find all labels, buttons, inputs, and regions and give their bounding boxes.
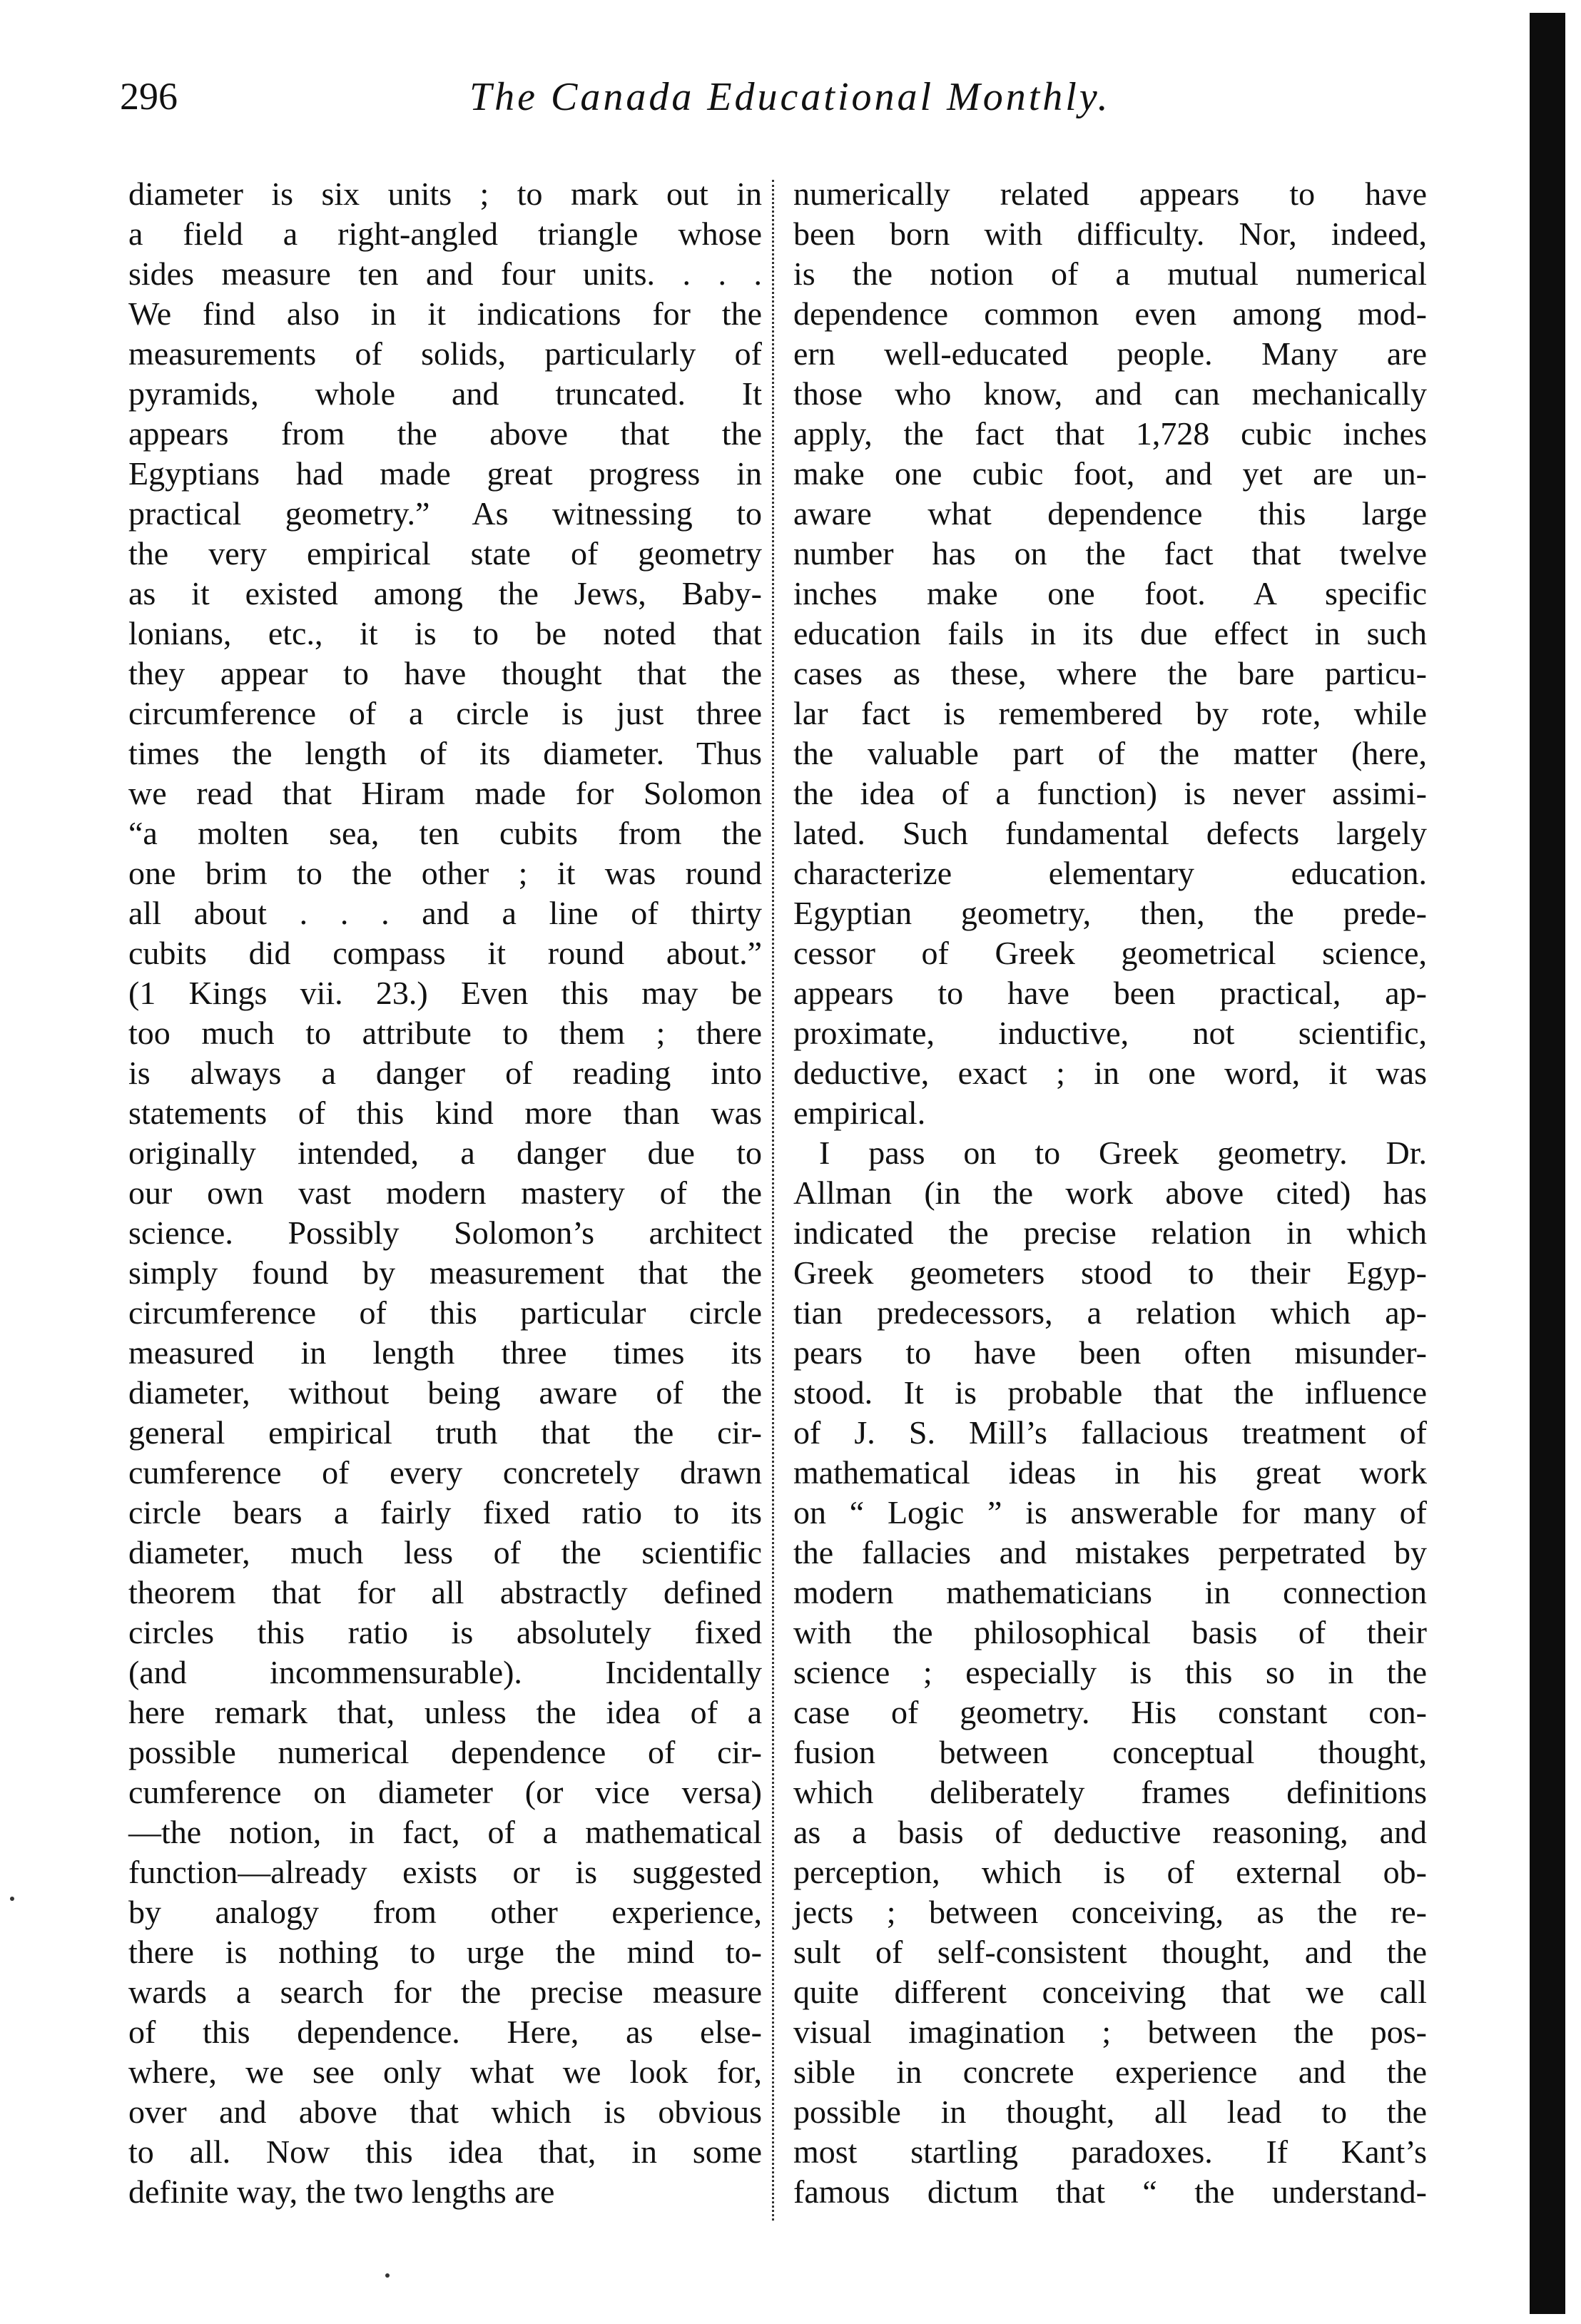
text-line: deductive, exact ; in one word, it was bbox=[793, 1055, 1427, 1091]
text-line: empirical. bbox=[793, 1095, 926, 1131]
text-line: measurements of solids, particularly of bbox=[128, 335, 762, 372]
text-line: diameter, much less of the scientific bbox=[128, 1534, 762, 1571]
text-line: “a molten sea, ten cubits from the bbox=[128, 815, 762, 851]
text-line: quite different conceiving that we call bbox=[793, 1974, 1427, 2010]
text-line: most startling paradoxes. If Kant’s bbox=[793, 2133, 1427, 2170]
text-line: I pass on to Greek geometry. Dr. bbox=[819, 1135, 1427, 1171]
page-header bbox=[120, 74, 1454, 131]
text-line: numerically related appears to have bbox=[793, 176, 1427, 212]
text-line: is always a danger of reading into bbox=[128, 1055, 762, 1091]
text-line: lonians, etc., it is to be noted that bbox=[128, 615, 762, 651]
text-line: indicated the precise relation in which bbox=[793, 1214, 1427, 1251]
text-line: circumference of this particular circle bbox=[128, 1294, 762, 1331]
text-line: cubits did compass it round about.” bbox=[128, 935, 762, 971]
text-line: those who know, and can mechanically bbox=[793, 375, 1427, 412]
text-line: fusion between conceptual thought, bbox=[793, 1734, 1427, 1770]
text-line: all about . . . and a line of thirty bbox=[128, 895, 762, 931]
text-line: function—already exists or is suggested bbox=[128, 1854, 762, 1890]
text-line: the very empirical state of geometry bbox=[128, 535, 762, 572]
page-edge-shadow bbox=[1530, 13, 1565, 2314]
text-line: aware what dependence this large bbox=[793, 495, 1427, 532]
page-number: 296 bbox=[120, 75, 178, 118]
text-line: appears from the above that the bbox=[128, 415, 762, 452]
text-line: here remark that, unless the idea of a bbox=[128, 1694, 762, 1730]
text-line: the valuable part of the matter (here, bbox=[793, 735, 1427, 771]
text-line: pears to have been often misunder- bbox=[793, 1334, 1427, 1371]
left-column bbox=[128, 174, 762, 2212]
text-line: times the length of its diameter. Thus bbox=[128, 735, 762, 771]
text-line: Allman (in the work above cited) has bbox=[793, 1174, 1427, 1211]
text-line: science ; especially is this so in the bbox=[793, 1654, 1427, 1690]
text-line: which deliberately frames definitions bbox=[793, 1774, 1427, 1810]
text-line: is the notion of a mutual numerical bbox=[793, 255, 1427, 292]
text-line: they appear to have thought that the bbox=[128, 655, 762, 691]
text-line: by analogy from other experience, bbox=[128, 1894, 762, 1930]
text-line: sides measure ten and four units. . . . bbox=[128, 255, 762, 292]
text-line: theorem that for all abstractly defined bbox=[128, 1574, 762, 1610]
text-line: —the notion, in fact, of a mathematical bbox=[128, 1814, 762, 1850]
text-line: perception, which is of external ob- bbox=[793, 1854, 1427, 1890]
text-line: lated. Such fundamental defects largely bbox=[793, 815, 1427, 851]
text-line: pyramids, whole and truncated. It bbox=[128, 375, 762, 412]
text-line: circle bears a fairly fixed ratio to its bbox=[128, 1494, 762, 1531]
text-line: tian predecessors, a relation which ap- bbox=[793, 1294, 1427, 1331]
text-line: appears to have been practical, ap- bbox=[793, 975, 1427, 1011]
right-column bbox=[793, 174, 1427, 2212]
text-line: characterize elementary education. bbox=[793, 855, 1427, 891]
text-line: the idea of a function) is never assimi- bbox=[793, 775, 1427, 811]
text-line: there is nothing to urge the mind to- bbox=[128, 1934, 762, 1970]
text-line: been born with difficulty. Nor, indeed, bbox=[793, 215, 1427, 252]
text-line: we read that Hiram made for Solomon bbox=[128, 775, 762, 811]
text-line: statements of this kind more than was bbox=[128, 1095, 762, 1131]
text-line: famous dictum that “ the understand- bbox=[793, 2173, 1427, 2210]
text-line: as it existed among the Jews, Baby- bbox=[128, 575, 762, 612]
text-line: education fails in its due effect in such bbox=[793, 615, 1427, 651]
text-line: where, we see only what we look for, bbox=[128, 2054, 762, 2090]
text-line: over and above that which is obvious bbox=[128, 2094, 762, 2130]
running-title: The Canada Educational Monthly. bbox=[469, 75, 1111, 119]
text-line: to all. Now this idea that, in some bbox=[128, 2133, 762, 2170]
column-divider bbox=[772, 180, 774, 2221]
text-line: We find also in it indications for the bbox=[128, 295, 762, 332]
text-line: cessor of Greek geometrical science, bbox=[793, 935, 1427, 971]
text-line: general empirical truth that the cir- bbox=[128, 1414, 762, 1451]
text-line: sible in concrete experience and the bbox=[793, 2054, 1427, 2090]
text-line: of J. S. Mill’s fallacious treatment of bbox=[793, 1414, 1427, 1451]
text-line: cumference of every concretely drawn bbox=[128, 1454, 762, 1491]
text-line: science. Possibly Solomon’s architect bbox=[128, 1214, 762, 1251]
text-line: mathematical ideas in his great work bbox=[793, 1454, 1427, 1491]
text-line: Egyptian geometry, then, the prede- bbox=[793, 895, 1427, 931]
text-line: stood. It is probable that the influence bbox=[793, 1374, 1427, 1411]
text-line: lar fact is remembered by rote, while bbox=[793, 695, 1427, 731]
text-line: (and incommensurable). Incidentally bbox=[128, 1654, 762, 1690]
text-line: circumference of a circle is just three bbox=[128, 695, 762, 731]
text-line: visual imagination ; between the pos- bbox=[793, 2014, 1427, 2050]
text-line: our own vast modern mastery of the bbox=[128, 1174, 762, 1211]
text-line: ern well-educated people. Many are bbox=[793, 335, 1427, 372]
text-line: make one cubic foot, and yet are un- bbox=[793, 455, 1427, 492]
text-line: modern mathematicians in connection bbox=[793, 1574, 1427, 1610]
text-line: possible in thought, all lead to the bbox=[793, 2094, 1427, 2130]
text-line: one brim to the other ; it was round bbox=[128, 855, 762, 891]
text-line: cases as these, where the bare particu- bbox=[793, 655, 1427, 691]
text-line: wards a search for the precise measure bbox=[128, 1974, 762, 2010]
text-line: Greek geometers stood to their Egyp- bbox=[793, 1254, 1427, 1291]
text-line: measured in length three times its bbox=[128, 1334, 762, 1371]
text-line: practical geometry.” As witnessing to bbox=[128, 495, 762, 532]
text-line: diameter is six units ; to mark out in bbox=[128, 176, 762, 212]
text-line: possible numerical dependence of cir- bbox=[128, 1734, 762, 1770]
text-line: with the philosophical basis of their bbox=[793, 1614, 1427, 1650]
stray-mark bbox=[10, 1897, 14, 1901]
text-line: circles this ratio is absolutely fixed bbox=[128, 1614, 762, 1650]
text-line: a field a right-angled triangle whose bbox=[128, 215, 762, 252]
text-line: dependence common even among mod- bbox=[793, 295, 1427, 332]
text-line: apply, the fact that 1,728 cubic inches bbox=[793, 415, 1427, 452]
text-line: jects ; between conceiving, as the re- bbox=[793, 1894, 1427, 1930]
text-line: diameter, without being aware of the bbox=[128, 1374, 762, 1411]
text-line: on “ Logic ” is answerable for many of bbox=[793, 1494, 1427, 1531]
text-line: as a basis of deductive reasoning, and bbox=[793, 1814, 1427, 1850]
text-line: (1 Kings vii. 23.) Even this may be bbox=[128, 975, 762, 1011]
text-line: the fallacies and mistakes perpetrated by bbox=[793, 1534, 1427, 1571]
text-line: proximate, inductive, not scientific, bbox=[793, 1015, 1427, 1051]
text-line: originally intended, a danger due to bbox=[128, 1135, 762, 1171]
text-line: definite way, the two lengths are bbox=[128, 2173, 555, 2210]
text-line: too much to attribute to them ; there bbox=[128, 1015, 762, 1051]
text-line: case of geometry. His constant con- bbox=[793, 1694, 1427, 1730]
text-line: cumference on diameter (or vice versa) bbox=[128, 1774, 762, 1810]
text-line: Egyptians had made great progress in bbox=[128, 455, 762, 492]
text-line: inches make one foot. A specific bbox=[793, 575, 1427, 612]
text-line: simply found by measurement that the bbox=[128, 1254, 762, 1291]
text-line: number has on the fact that twelve bbox=[793, 535, 1427, 572]
stray-mark bbox=[385, 2273, 390, 2278]
text-line: of this dependence. Here, as else- bbox=[128, 2014, 762, 2050]
text-line: sult of self-consistent thought, and the bbox=[793, 1934, 1427, 1970]
